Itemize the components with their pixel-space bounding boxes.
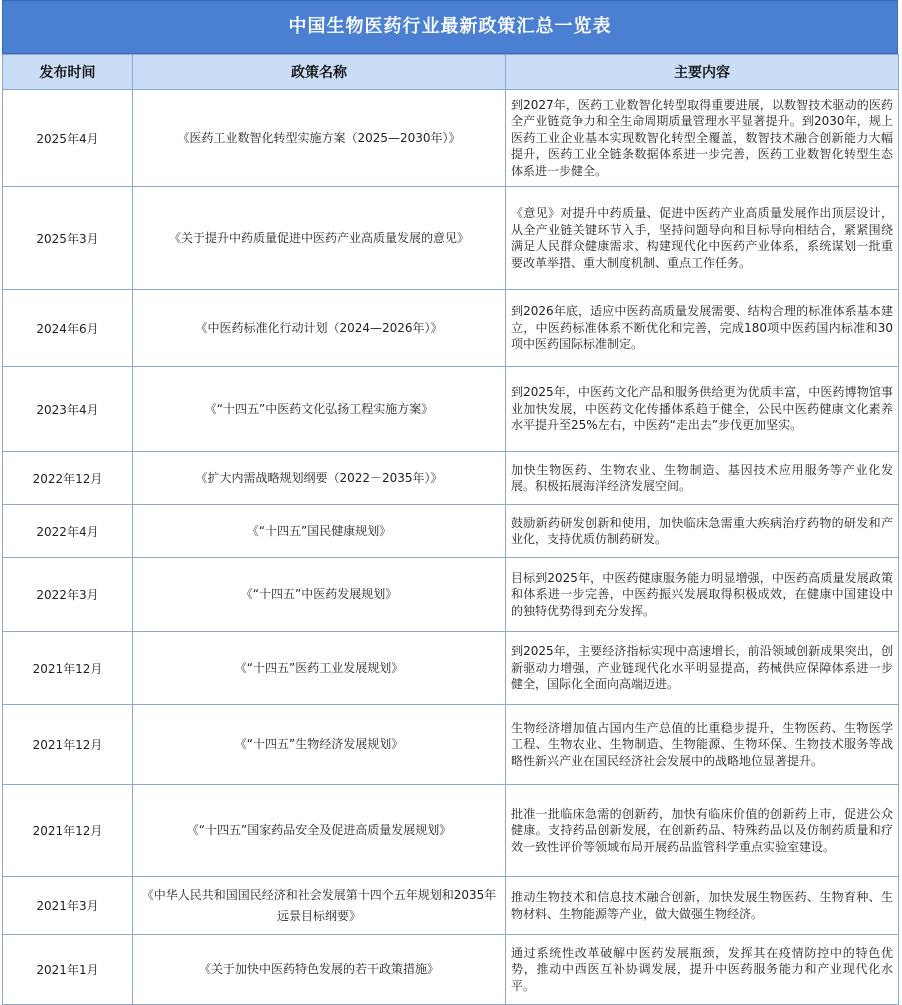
row-date: 2025年3月 [3, 187, 133, 290]
table-title: 中国生物医药行业最新政策汇总一览表 [2, 0, 898, 54]
header-date: 发布时间 [3, 55, 133, 90]
row-content: 到2025年，主要经济指标实现中高速增长，前沿领域创新成果突出，创新驱动力增强，产业链现代化水平明显提高，药械供应保障体系进一步健全，国际化全面向高端迈进。 [506, 632, 899, 705]
row-date: 2022年3月 [3, 558, 133, 632]
header-content: 主要内容 [506, 55, 899, 90]
row-date: 2022年4月 [3, 505, 133, 558]
row-date: 2021年12月 [3, 785, 133, 877]
table-row [3, 90, 899, 187]
row-policy-name: 《“十四五”国家药品安全及促进高质量发展规划》 [133, 785, 506, 877]
table-row [3, 558, 899, 632]
row-content: 到2026年底，适应中医药高质量发展需要、结构合理的标准体系基本建立，中医药标准体系不断优化和完善，完成180项中医药国内标准和30项中医药国际标准制定。 [506, 290, 899, 367]
table-row [3, 705, 899, 785]
row-date: 2022年12月 [3, 452, 133, 505]
policy-table [2, 54, 899, 1005]
table-row [3, 290, 899, 367]
row-policy-name: 《关于加快中医药特色发展的若干政策措施》 [133, 935, 506, 1005]
row-date: 2021年12月 [3, 632, 133, 705]
row-date: 2024年6月 [3, 290, 133, 367]
row-content: 目标到2025年，中医药健康服务能力明显增强，中医药高质量发展政策和体系进一步完善，中医药振兴发展取得积极成效，在健康中国建设中的独特优势得到充分发挥。 [506, 558, 899, 632]
row-policy-name: 《“十四五”中医药文化弘扬工程实施方案》 [133, 367, 506, 452]
row-policy-name: 《扩大内需战略规划纲要（2022－2035年）》 [133, 452, 506, 505]
row-content: 推动生物技术和信息技术融合创新，加快发展生物医药、生物育种、生物材料、生物能源等产业，做大做强生物经济。 [506, 877, 899, 935]
row-policy-name: 《“十四五”国民健康规划》 [133, 505, 506, 558]
table-row [3, 785, 899, 877]
row-content: 到2025年，中医药文化产品和服务供给更为优质丰富，中医药博物馆事业加快发展，中医药文化传播体系趋于健全，公民中医药健康文化素养水平提升至25%左右，中医药“走出去”步伐更加坚实。 [506, 367, 899, 452]
row-policy-name: 《中华人民共和国国民经济和社会发展第十四个五年规划和2035年远景目标纲要》 [133, 877, 506, 935]
row-content: 鼓励新药研发创新和使用，加快临床急需重大疾病治疗药物的研发和产业化，支持优质仿制药研发。 [506, 505, 899, 558]
header-row [3, 55, 899, 90]
row-policy-name: 《关于提升中药质量促进中医药产业高质量发展的意见》 [133, 187, 506, 290]
table-row [3, 877, 899, 935]
row-date: 2021年12月 [3, 705, 133, 785]
row-policy-name: 《“十四五”医药工业发展规划》 [133, 632, 506, 705]
row-content: 到2027年，医药工业数智化转型取得重要进展，以数智技术驱动的医药全产业链竞争力和全生命周期质量管理水平显著提升。到2030年，规上医药工业企业基本实现数智化转型全覆盖，数智技术融合创新能力大幅提升，医药工业全链条数据体系进一步完善，医药工业数智化转型生态体系进一步健全。 [506, 90, 899, 187]
row-content: 加快生物医药、生物农业、生物制造、基因技术应用服务等产业化发展。积极拓展海洋经济发展空间。 [506, 452, 899, 505]
row-content: 生物经济增加值占国内生产总值的比重稳步提升，生物医药、生物医学工程、生物农业、生物制造、生物能源、生物环保、生物技术服务等战略性新兴产业在国民经济社会发展中的战略地位显著提升。 [506, 705, 899, 785]
table-row [3, 187, 899, 290]
row-policy-name: 《“十四五”中医药发展规划》 [133, 558, 506, 632]
row-date: 2025年4月 [3, 90, 133, 187]
header-policy-name: 政策名称 [133, 55, 506, 90]
row-content: 通过系统性改革破解中医药发展瓶颈，发挥其在疫情防控中的特色优势，推动中西医互补协调发展，提升中医药服务能力和产业现代化水平。 [506, 935, 899, 1005]
table-row [3, 452, 899, 505]
row-policy-name: 《中医药标准化行动计划（2024—2026年）》 [133, 290, 506, 367]
row-policy-name: 《医药工业数智化转型实施方案（2025—2030年）》 [133, 90, 506, 187]
row-date: 2021年1月 [3, 935, 133, 1005]
policy-table-container [2, 0, 898, 1005]
row-date: 2021年3月 [3, 877, 133, 935]
row-content: 《意见》对提升中药质量、促进中医药产业高质量发展作出顶层设计，从全产业链关键环节入手，坚持问题导向和目标导向相结合，紧紧围绕满足人民群众健康需求、构建现代化中医药产业体系，系统谋划一批重要改革举措、重大制度机制、重点工作任务。 [506, 187, 899, 290]
row-policy-name: 《“十四五”生物经济发展规划》 [133, 705, 506, 785]
table-row [3, 935, 899, 1005]
table-row [3, 632, 899, 705]
row-content: 批准一批临床急需的创新药，加快有临床价值的创新药上市，促进公众健康。支持药品创新发展，在创新药品、特殊药品以及仿制药质量和疗效一致性评价等领域布局开展药品监管科学重点实验室建设。 [506, 785, 899, 877]
table-row [3, 505, 899, 558]
table-row [3, 367, 899, 452]
row-date: 2023年4月 [3, 367, 133, 452]
